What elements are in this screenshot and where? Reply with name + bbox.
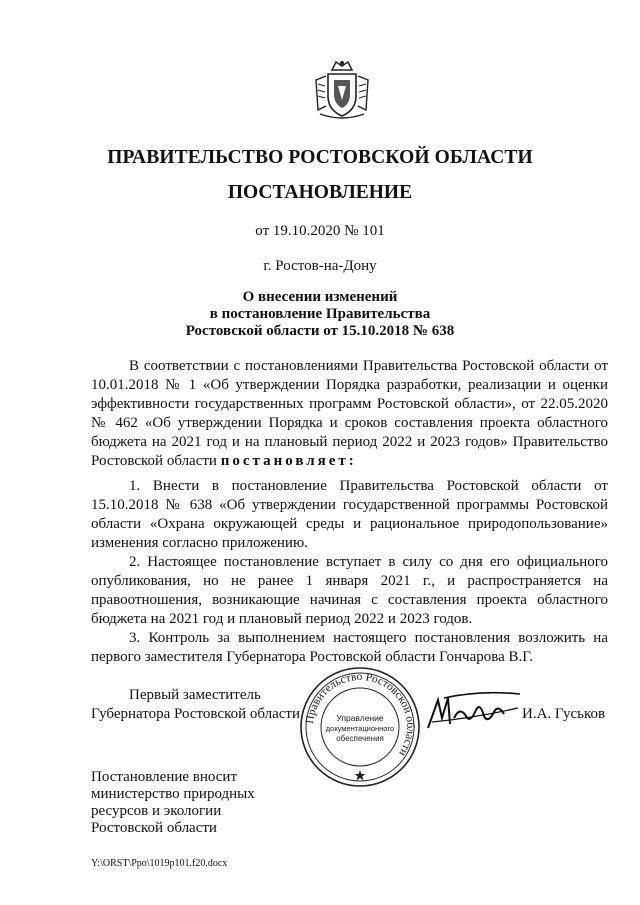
signer-position-line: Губернатора Ростовской области xyxy=(91,706,301,722)
resolution-item: 1. Внести в постановление Правительства Ростовской области от 15.10.2018 № 638 «Об утверждении государственной программы Ростовской области «Охрана окружающей среды и рациональное природопользование» изменения согласно приложению. xyxy=(91,478,608,551)
title-line: в постановление Правительства xyxy=(209,306,431,322)
introduced-by-line: ресурсов и экологии xyxy=(91,803,222,819)
handwritten-signature xyxy=(424,688,524,732)
resolution-item: 2. Настоящее постановление вступает в силу со дня его официального опубликования, но не ранее 1 января 2021 г., и распространяется на правоотношения, возникающие начиная с составления проекта областного бюджета на 2021 год и плановый период 2022 и 2023 годов. xyxy=(91,554,608,627)
org-name: ПРАВИТЕЛЬСТВО РОСТОВСКОЙ ОБЛАСТИ xyxy=(107,147,533,168)
document-city: г. Ростов-на-Дону xyxy=(263,258,377,274)
signer-name: И.А. Гуськов xyxy=(522,706,606,722)
introduced-by-line: Постановление вносит xyxy=(91,769,238,785)
resolution-item: 3. Контроль за выполнением настоящего постановления возложить на первого заместителя Губернатора Ростовской области Гончарова В.Г. xyxy=(91,630,608,665)
seal-center-line: документационного xyxy=(325,724,395,733)
document-date-number: от 19.10.2020 № 101 xyxy=(255,223,385,239)
file-path: Y:\ORST\Ppo\1019p101.f20.docx xyxy=(91,858,228,869)
introduced-by xyxy=(91,769,255,837)
seal-center-line: Управление xyxy=(336,713,384,723)
preamble xyxy=(91,357,608,471)
resolves-word: постановляет: xyxy=(220,453,357,469)
title-line: Ростовской области от 15.10.2018 № 638 xyxy=(185,323,455,339)
resolution-items xyxy=(91,477,608,667)
document-type: ПОСТАНОВЛЕНИЕ xyxy=(227,182,413,203)
seal-ring-text: Правительство Ростовской области xyxy=(304,670,417,759)
official-seal-stamp xyxy=(298,665,422,789)
signer-position xyxy=(91,686,300,724)
coat-of-arms-icon xyxy=(310,56,374,122)
introduced-by-line: министерство природных xyxy=(91,786,255,802)
title-line: О внесении изменений xyxy=(242,289,398,305)
introduced-by-line: Ростовской области xyxy=(91,820,217,836)
signer-position-line: Первый заместитель xyxy=(129,687,261,703)
seal-center-line: обеспечения xyxy=(336,734,384,743)
document-title xyxy=(0,289,640,340)
preamble-text: В соответствии с постановлениями Правительства Ростовской области от 10.01.2018 № 1 «Об утверждении Порядка разработки, реализации и оценки эффективности государственных программ Ростовской области», от 22.05.2020 № 462 «Об утверждении Порядка и сроков составления проекта областного бюджета на 2021 год и на плановый период 2022 и 2023 годов» Правительство Ростовской области xyxy=(91,358,608,469)
